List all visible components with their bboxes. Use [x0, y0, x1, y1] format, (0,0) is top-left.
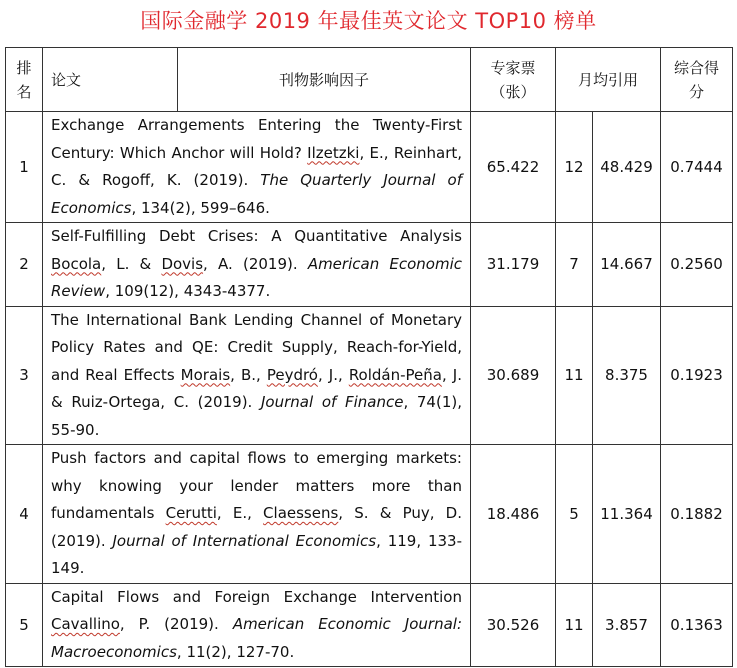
journal-name: Journal of Finance [261, 393, 404, 411]
paper-cell [43, 445, 471, 584]
publication-details: , 134(2), 599–646. [131, 198, 270, 217]
journal-name: American Economic Review [51, 254, 463, 300]
rank-cell: 2 [6, 223, 43, 307]
author-name: Claessens [263, 504, 339, 522]
overall-score-cell: 0.1882 [661, 445, 733, 584]
paper-title: Capital Flows and Foreign Exchange Intervention [51, 587, 462, 606]
header-monthly-citations: 月均引用 [556, 48, 661, 112]
impact-factor-cell: 11 [556, 583, 593, 667]
author-name: Bocola [51, 254, 102, 273]
paper-cell [43, 583, 471, 667]
monthly-citations-cell: 8.375 [593, 306, 661, 445]
author-name: Morais [180, 365, 231, 384]
rank-cell: 3 [6, 306, 43, 445]
author-name: Cerutti [165, 504, 217, 522]
rank-cell: 5 [6, 583, 43, 667]
author-name: Peydró [266, 365, 318, 384]
monthly-citations-cell: 48.429 [593, 112, 661, 223]
table-body [6, 112, 733, 667]
author-name: Roldán-Peña [348, 365, 442, 384]
overall-score-cell: 0.2560 [661, 223, 733, 307]
overall-score-cell: 0.1363 [661, 583, 733, 667]
monthly-citations-cell: 11.364 [593, 445, 661, 584]
rank-cell: 4 [6, 445, 43, 584]
expert-votes-cell: 31.179 [471, 223, 556, 307]
monthly-citations-cell: 14.667 [593, 223, 661, 307]
publication-details: , 109(12), 4343-4377. [105, 282, 271, 300]
impact-factor-cell: 5 [556, 445, 593, 584]
impact-factor-cell: 11 [556, 306, 593, 445]
author-detail: , J., [317, 365, 349, 384]
author-detail: , J. & Ruiz-Ortega, C. (2019). [51, 365, 462, 411]
author-detail: , S. & Puy, D. (2019). [51, 504, 462, 550]
author-detail: , B., [230, 365, 267, 384]
table-row [6, 223, 733, 307]
publication-details: , 11(2), 127-70. [176, 642, 295, 661]
paper-title: Self-Fulfilling Debt Crises: A Quantitative Analysis [51, 227, 462, 245]
publication-details: , 74(1), 55-90. [51, 393, 462, 439]
table-row [6, 583, 733, 667]
header-overall-score: 综合得分 [661, 48, 733, 112]
header-paper: 论文 [43, 48, 178, 112]
overall-score-cell: 0.1923 [661, 306, 733, 445]
expert-votes-cell: 30.526 [471, 583, 556, 667]
table-row [6, 445, 733, 584]
author-detail: , E., [216, 504, 264, 522]
author-name: Cavallino [51, 615, 120, 633]
author-name: Dovis [161, 254, 204, 273]
journal-name: American Economic Journal: Macroeconomics [51, 615, 462, 661]
table-header-row [6, 48, 733, 112]
author-detail: , L. & [101, 254, 162, 273]
page-title: 国际金融学 2019 年最佳英文论文 TOP10 榜单 [140, 9, 597, 33]
table-row [6, 306, 733, 445]
paper-cell [43, 112, 471, 223]
table-row [6, 112, 733, 223]
author-name: Ilzetzki [307, 143, 360, 162]
paper-cell [43, 306, 471, 445]
journal-name: The Quarterly Journal of Economics [51, 171, 462, 217]
paper-title: The International Bank Lending Channel of Monetary Policy Rates and QE: Credit Supply, Reach-for-Yield, and Real Effects [51, 310, 462, 384]
paper-cell [43, 223, 471, 307]
header-expert-votes: 专家票（张） [471, 48, 556, 112]
overall-score-cell: 0.7444 [661, 112, 733, 223]
author-detail: , A. (2019). [203, 254, 308, 273]
paper-title: Exchange Arrangements Entering the Twenty-First Century: Which Anchor will Hold? [51, 116, 462, 162]
monthly-citations-cell: 3.857 [593, 583, 661, 667]
expert-votes-cell: 65.422 [471, 112, 556, 223]
author-detail: , E., Reinhart, C. & Rogoff, K. (2019). [51, 143, 463, 189]
header-impact-factor: 刊物影响因子 [178, 48, 471, 112]
impact-factor-cell: 12 [556, 112, 593, 223]
expert-votes-cell: 30.689 [471, 306, 556, 445]
header-rank: 排名 [6, 48, 43, 112]
rank-cell: 1 [6, 112, 43, 223]
paper-title: Push factors and capital flows to emerging markets: why knowing your lender matters more than fundamentals [51, 449, 462, 522]
author-detail: , P. (2019). [119, 615, 233, 633]
publication-details: , 119, 133-149. [51, 531, 462, 577]
impact-factor-cell: 7 [556, 223, 593, 307]
journal-name: Journal of International Economics [112, 531, 377, 550]
expert-votes-cell: 18.486 [471, 445, 556, 584]
ranking-table [5, 47, 733, 667]
